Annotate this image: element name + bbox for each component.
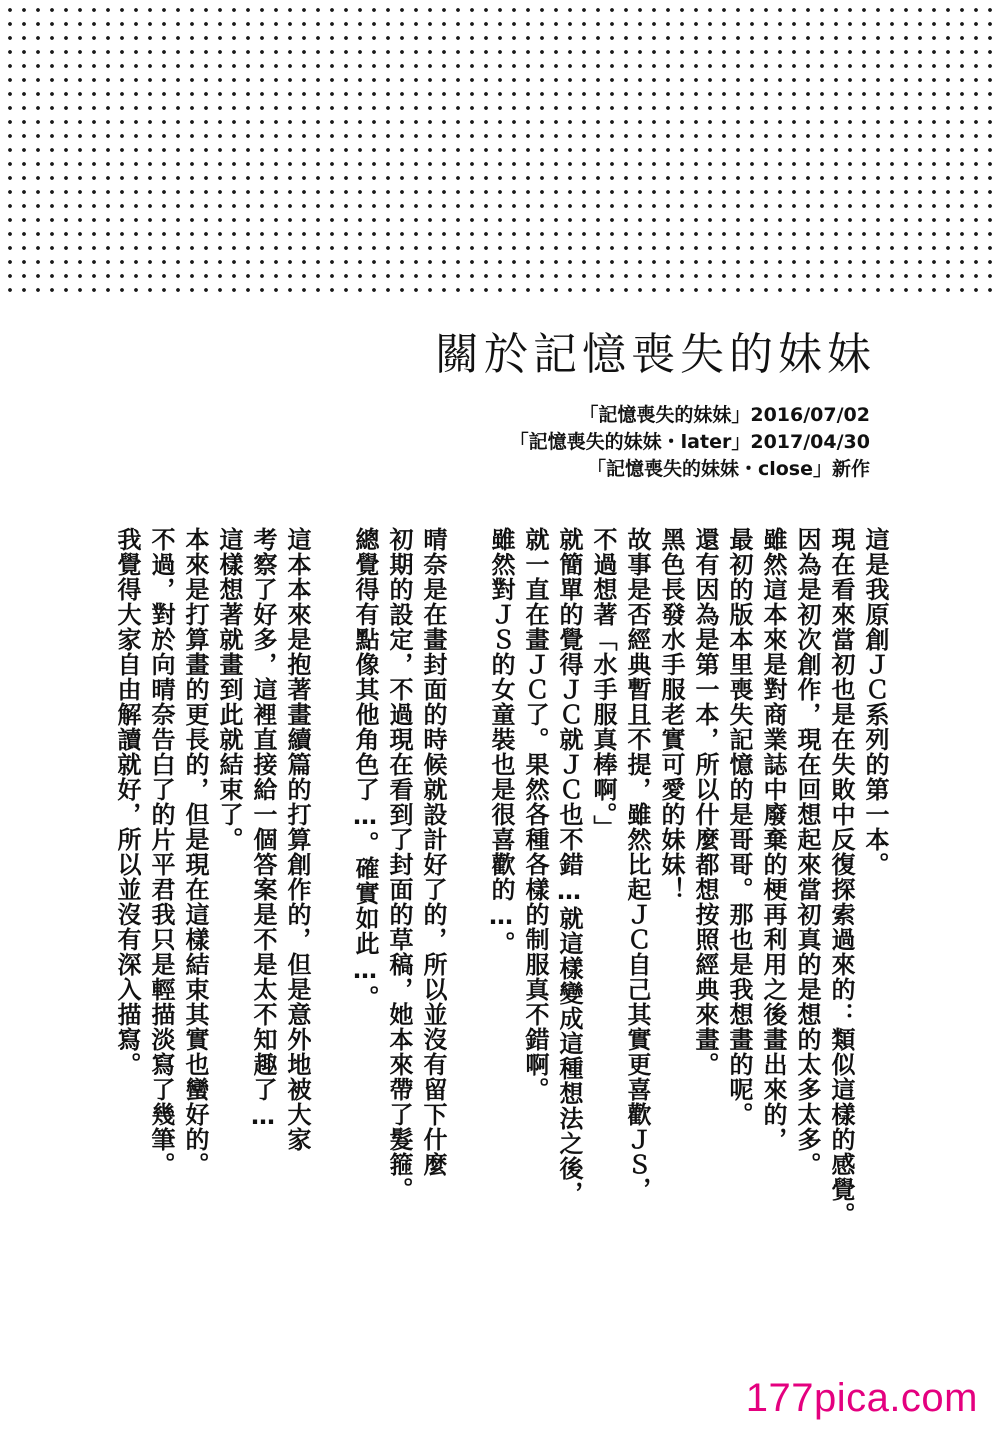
text-line: 不過，對於向晴奈告白了的片平君我只是輕描淡寫了幾筆。 <box>147 527 175 1177</box>
text-line: 黑色長發水手服老實可愛的妹妹！ <box>657 527 685 902</box>
afterword-body <box>92 527 892 1407</box>
text-line: 雖然對ＪＳ的女童裝也是很喜歡的…。 <box>487 527 515 956</box>
text-line: 晴奈是在畫封面的時候就設計好了的，所以並沒有留下什麼 <box>419 527 447 1177</box>
paragraph-2 <box>484 527 722 1407</box>
text-line: 故事是否經典暫且不提，雖然比起ＪＣ自己其實更喜歡ＪＳ， <box>623 527 651 1202</box>
paragraph-4 <box>110 527 314 1407</box>
text-line: 就一直在畫ＪＣ了。果然各種各樣的制服真不錯啊。 <box>521 527 549 1102</box>
text-line: 這本本來是抱著畫續篇的打算創作的，但是意外地被大家 <box>283 527 311 1152</box>
credit-line: 「記憶喪失的妹妹・close」新作 <box>586 458 870 480</box>
text-line: 總覺得有點像其他角色了…。確實如此…。 <box>351 527 379 1010</box>
credit-line: 「記憶喪失的妹妹・later」2017/04/30 <box>509 431 870 453</box>
text-line: 這樣想著就畫到此就結束了。 <box>215 527 243 852</box>
paragraph-1 <box>722 527 892 1407</box>
text-line: 本來是打算畫的更長的，但是現在這樣結束其實也蠻好的。 <box>181 527 209 1177</box>
text-line: 不過想著「水手服真棒啊。」 <box>589 527 617 840</box>
page-title: 關於記憶喪失的妹妹 <box>435 329 876 380</box>
text-line: 還有因為是第一本，所以什麼都想按照經典來畫。 <box>691 527 719 1077</box>
site-watermark: 177pica.com <box>745 1376 978 1420</box>
text-line: 就簡單的覺得ＪＣ就ＪＣ也不錯…就這樣變成這種想法之後， <box>555 527 583 1206</box>
halftone-dot-pattern <box>0 0 1000 302</box>
paragraph-3 <box>348 527 450 1407</box>
text-line: 這是我原創ＪＣ系列的第一本。 <box>861 527 889 877</box>
text-line: 我覺得大家自由解讀就好，所以並沒有深入描寫。 <box>113 527 141 1077</box>
text-line: 初期的設定，不過現在看到了封面的草稿，她本來帶了髮箍。 <box>385 527 413 1202</box>
text-line: 因為是初次創作，現在回想起來當初真的是想的太多太多。 <box>793 527 821 1177</box>
text-line: 雖然這本來是對商業誌中廢棄的梗再利用之後畫出來的， <box>759 527 787 1152</box>
credit-line: 「記憶喪失的妹妹」2016/07/02 <box>579 404 870 426</box>
text-line: 最初的版本里喪失記憶的是哥哥。那也是我想畫的呢。 <box>725 527 753 1127</box>
release-credits <box>510 402 870 483</box>
text-line: 考察了好多，這裡直接給一個答案是不是太不知趣了… <box>249 527 277 1131</box>
text-line: 現在看來當初也是在失敗中反復探索過來的：類似這樣的感覺。 <box>827 527 855 1227</box>
